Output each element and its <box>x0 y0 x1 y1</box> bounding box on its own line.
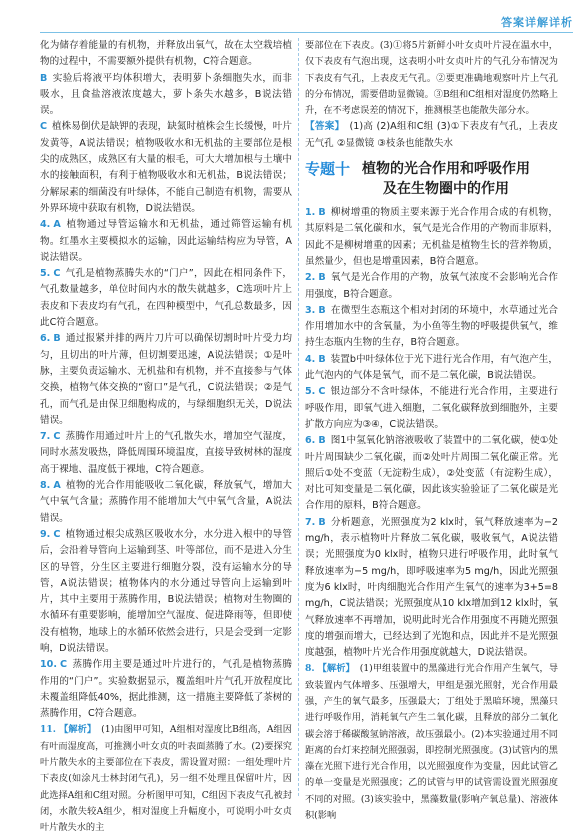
answer-label: B <box>318 207 326 219</box>
explanation-text: 化为储存着能量的有机物，并释放出氧气，故在太空栽培植物的过程中，不需要额外提供有机物，C符合题意。 <box>40 40 292 68</box>
item-number: 11. <box>40 724 56 736</box>
answer-item <box>305 352 558 385</box>
item-number: 8. <box>305 663 315 675</box>
item-number: 4. <box>305 353 316 365</box>
answer-label: 【答案】 <box>305 121 345 133</box>
item-number: 7. <box>305 516 316 528</box>
page-header <box>0 0 585 30</box>
answer-item <box>40 38 292 71</box>
answer-label: C <box>53 528 61 540</box>
item-number: 6. <box>305 435 316 447</box>
answer-item <box>40 217 292 266</box>
answer-label: C <box>53 268 61 280</box>
explanation-text: 银边部分不含叶绿体，不能进行光合作用，主要进行呼吸作用，即氧气进入细胞，二氧化碳释放到细胞外，主要扩散方向应为③④，C说法错误。 <box>305 386 558 430</box>
answer-label: B <box>318 304 326 316</box>
section-label: 专题十 <box>305 160 351 179</box>
item-number: 7. <box>40 431 51 443</box>
answer-label: C <box>40 121 48 133</box>
header-rule <box>40 32 573 33</box>
explanation-text: (1)甲组装置中的黑藻进行光合作用产生氧气，导致装置内气体增多、压强增大，甲组是强光照射，光合作用最强，产生的氧气最多，压强最大；丁组处于黑暗环境，黑藻只进行呼吸作用，消耗氧气产生二氧化碳，且释放的部分二氧化碳会溶于稀碳酸氢钠溶液，故压强最小。(2)本实验通过用不同距离的台灯来控制光照强弱，即控制光照强度。(3)试管内的黑藻在光照下进行光合作用，以光照强度作为变量，因此试管乙的单一变量是光照强度；乙的试管与甲的试管需设置光照强度不同的对照。(3)该实验中，黑藻数量(影响产氧总量)、溶液体积(影响 <box>305 663 559 822</box>
answer-label: B <box>53 333 61 345</box>
answer-item <box>305 270 558 303</box>
column-divider <box>298 38 299 796</box>
item-number: 9. <box>40 528 51 540</box>
answer-item <box>40 657 292 722</box>
item-number: 8. <box>40 480 51 492</box>
item-number: 5. <box>40 268 51 280</box>
right-column <box>305 38 559 822</box>
explanation-text: 植物通过导管运输水和无机盐，通过筛管运输有机物。红墨水主要模拟水的运输，因此运输结构应为导管，A说法错误。 <box>40 219 292 263</box>
item-number: 3. <box>305 304 316 316</box>
answer-item <box>40 331 292 429</box>
section-title-line1: 植物的光合作用和呼吸作用 <box>362 161 531 178</box>
explanation-text: 要部位在下表皮。(3)①将5片新鲜小叶女贞叶片浸在温水中，仅下表皮有气泡出现，这表明小叶女贞叶片的气孔分布情况为下表皮有气孔，上表皮无气孔。②要更准确地观察叶片上气孔的分布情况，需要借助显微镜。③B组和C组相对湿度仍然略上升，在不考虑误差的情况下，推测根茎也能散失部分水。 <box>305 40 558 117</box>
section-title-line2: 及在生物圈中的作用 <box>383 181 510 198</box>
item-number: 5. <box>305 386 316 398</box>
explanation-text: 植物的光合作用能吸收二氧化碳，释放氧气，增加大气中氧气含量；蒸腾作用不能增加大气中氧气含量，A说法错误。 <box>40 480 292 524</box>
answer-item <box>305 384 558 433</box>
explanation-text: 在微型生态瓶这个相对封闭的环境中，水草通过光合作用增加水中的含氧量，为小鱼等生物的呼吸提供氧气，维持生态瓶内生物的生存，B符合题意。 <box>305 304 558 349</box>
explanation-text: (1)高 (2)A组和C组 (3)①下表皮有气孔，上表皮无气孔 ②显微镜 ③枝条也能散失水 <box>305 121 559 149</box>
explanation-text: 植株易倒伏是缺钾的表现，缺氮时植株会生长缓慢，叶片发黄等，A说法错误；植物吸收水和无机盐的主要部位是根尖的成熟区，成熟区有大量的根毛，可大大增加根与土壤中水的接触面积，有利于植物吸收水和无机盐，B说法错误；分解尿素的细菌没有叶绿体，不能自己制造有机物，需要从外界环境中获取有机物，D说法错误。 <box>40 121 292 214</box>
answer-item <box>305 38 558 119</box>
answer-item <box>40 119 292 217</box>
answer-item <box>40 478 292 527</box>
explanation-text: 氧气是光合作用的产物，放氧气浓度不会影响光合作用强度，B符合题意。 <box>305 272 558 300</box>
header-tag: 答案详解详析 <box>501 16 573 29</box>
answer-label: 【解析】 <box>317 663 355 675</box>
answer-label: B <box>318 516 326 528</box>
section-heading <box>305 159 558 199</box>
explanation-text: 装置b中叶绿体位于光下进行光合作用，有气泡产生，此气泡内的气体是氧气，而不是二氧化碳，B说法错误。 <box>305 353 558 382</box>
answer-label: A <box>53 480 61 492</box>
answer-item <box>305 303 558 352</box>
answer-label: 【解析】 <box>58 724 97 736</box>
answer-item <box>305 433 558 514</box>
explanation-text: 实验后将液平均体积增大，表明萝卜条细胞失水，而非吸水，且食盐溶液浓度越大，萝卜条失水越多，B说法错误。 <box>40 72 292 117</box>
answer-label: B <box>318 435 326 447</box>
answer-label: C <box>53 431 61 443</box>
answer-item <box>305 661 558 824</box>
answer-label: B <box>318 272 326 284</box>
answer-item <box>40 722 292 836</box>
explanation-text: 植物通过根尖成熟区吸收水分，水分进入根中的导管后，会沿着导管向上运输到茎、叶等部位，而不是进入分生区的导管，分生区主要进行细胞分裂，没有运输水分的导管，A说法错误；植物体内的水分通过导管向上运输到叶片，其中主要用于蒸腾作用，B说法错误；植物对生物圈的水循环有重要影响，能增加空气湿度、促进降雨等，但即使没有植物，地球上的水循环依然会进行，只是会受到一定影响，D说法错误。 <box>40 528 292 654</box>
left-column <box>40 38 292 834</box>
item-number: 2. <box>305 272 316 284</box>
explanation-text: 通过报紧并排的两片刀片可以确保切割时叶片受力均匀，且切出的叶片薄，但切割要迅速，A说法错误；①是叶脉，主要负责运输水、无机盐和有机物，并不直接参与气体交换，植物气体交换的“窗口”是气孔，C说法错误；②是气孔，而气孔是由保卫细胞构成的，与绿细胞织无关，D说法错误。 <box>40 333 292 426</box>
answer-item <box>40 71 292 120</box>
item-number: 6. <box>40 333 51 345</box>
explanation-text: 分析题意，光照强度为2 klx时，氧气释放速率为−2 mg/h，表示植物叶片释放二氧化碳，吸收氧气，A说法错误；光照强度为0 klx时，植物只进行呼吸作用，此时氧气释放速率为−5 mg/h，即呼吸速率为5 mg/h，因此光照强度为6 klx时，叶肉细胞光合作用产生氧气的速率为3+5=8 mg/h，C说法错误；光照强度从10 klx增加到12 klx时，氧气释放速率不再增加，说明此时光合作用强度不再随光照强度的增强而增大，已经达到了光饱和点，因此并不是光照强度越强，植物叶片光合作用强度就越大，D说法错误。 <box>305 516 558 659</box>
answer-label: A <box>53 219 61 231</box>
answer-item <box>305 515 558 662</box>
item-number: 10. <box>40 659 57 671</box>
answer-label: C <box>60 659 68 671</box>
answer-item <box>40 527 292 657</box>
explanation-text: 柳树增重的物质主要来源于光合作用合成的有机物，其原料是二氧化碳和水，氧气是光合作用的产物而非原料，因此不是柳树增重的因素；无机盐是植物生长的营养物质，虽然量少，但也是增重因素，B符合题意。 <box>305 207 558 267</box>
answer-item <box>40 429 292 478</box>
explanation-text: 蒸腾作用通过叶片上的气孔散失水，增加空气湿度，同时水蒸发吸热，降低周围环境温度，直接导致树林的湿度高于裸地、温度低于裸地，C符合题意。 <box>40 431 292 475</box>
explanation-text: 气孔是植物蒸腾失水的“门户”，因此在相同条件下，气孔数量越多，单位时间内水的散失就越多，C选项叶片上表皮和下表皮均有气孔，在四种模型中，气孔总数最多，因此C符合题意。 <box>40 268 292 329</box>
explanation-text: 图1中氢氧化钠溶液吸收了装置中的二氧化碳，使①处叶片周围缺少二氧化碳，而②处叶片周围二氧化碳正常。光照后①处不变蓝（无淀粉生成），②处变蓝（有淀粉生成），对比可知变量是二氧化碳，因此该实验验证了二氧化碳是光合作用的原料，B符合题意。 <box>305 435 558 512</box>
item-number: 4. <box>40 219 51 231</box>
explanation-text: (1)由图甲可知，A组相对湿度比B组高，A组因有叶而湿度高，可推测小叶女贞的叶表面蒸腾了水。(2)要探究叶片散失水的主要部位在下表皮，需设置对照：一组处理叶片下表皮(如涂凡士林封闭气孔)，另一组不处理且保留叶片，因此选择A组和C组对照。分析图甲可知，C组因下表皮气孔被封闭，水散失较A组少，相对湿度上升幅度小，可说明小叶女贞叶片散失水的主 <box>40 724 292 834</box>
answer-item <box>40 266 292 331</box>
answer-label: B <box>318 353 326 365</box>
answer-item <box>305 205 558 270</box>
answer-label: B <box>40 72 48 84</box>
item-number: 1. <box>305 207 316 219</box>
answer-item <box>305 119 558 152</box>
answer-label: C <box>318 386 326 398</box>
explanation-text: 蒸腾作用主要是通过叶片进行的，气孔是植物蒸腾作用的“门户”。实验数据显示，覆盖组叶片气孔开放程度比未覆盖组降低40%，据此推测，这一措施主要降低了茶树的蒸腾作用，C符合题意。 <box>40 659 292 720</box>
